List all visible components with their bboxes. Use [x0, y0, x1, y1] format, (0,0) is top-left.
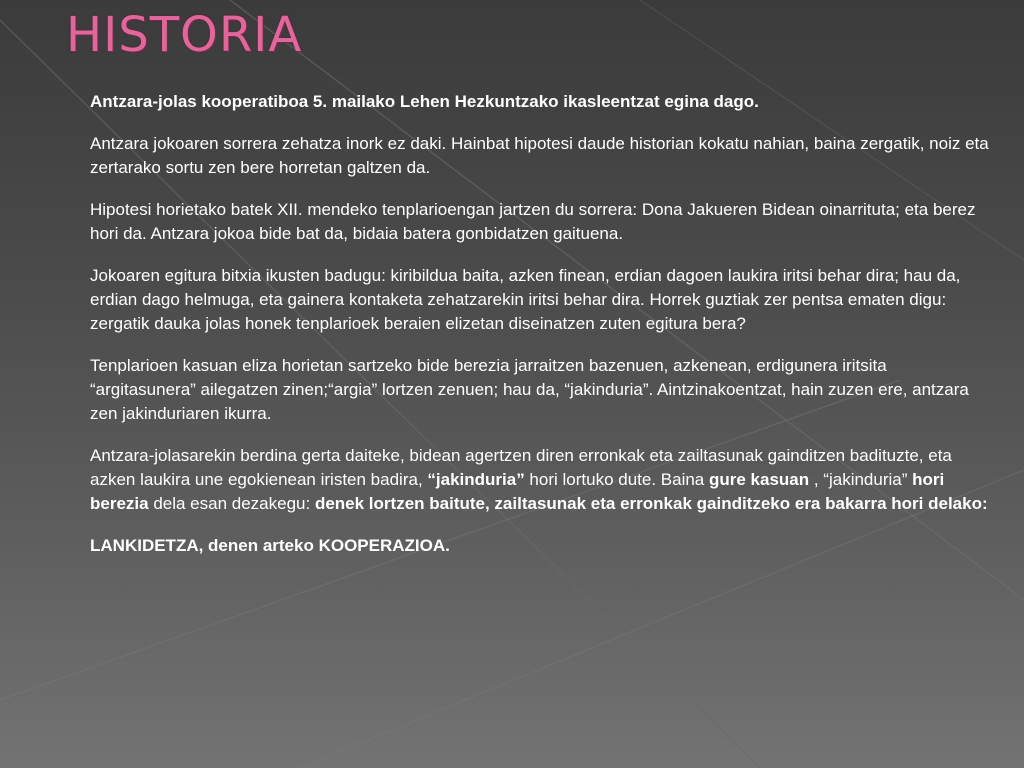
- paragraph-6-segment-7: dela esan dezakegu:: [148, 494, 315, 513]
- paragraph-5-text: Tenplarioen kasuan eliza horietan sartzeko bide berezia jarraitzen bazenuen, azkenean, erdigunera iritsita “argitasunera” ailegatzen zinen;“argia” lortzen zenuen; hau da, “jakinduria”. Aintzinakoentzat, hain zuzen ere, antzara zen jakinduriaren ikurra.: [90, 356, 969, 423]
- paragraph-4-text: Jokoaren egitura bitxia ikusten badugu: kiribildua baita, azken finean, erdian dagoen laukira iritsi behar dira; hau da, erdian dago helmuga, eta gainera kontaketa zehatzarekin iritsi behar dira. Horrek guztiak zer pentsa ematen digu: zergatik dauka jolas honek tenplarioek beraien elizetan diseinatzen zuten egitura bera?: [90, 266, 961, 333]
- paragraph-5: [90, 354, 990, 426]
- slide-title: HISTORIA: [66, 7, 303, 63]
- paragraph-7-text: LANKIDETZA, denen arteko KOOPERAZIOA.: [90, 536, 450, 555]
- paragraph-1-text: Antzara-jolas kooperatiboa 5. mailako Lehen Hezkuntzako ikasleentzat egina dago.: [90, 92, 759, 111]
- paragraph-6-segment-4: gure kasuan: [708, 470, 810, 489]
- paragraph-2: [90, 132, 990, 180]
- paragraph-6-segment-8: denek lortzen baitute, zailtasunak eta erronkak gainditzeko era bakarra hori delako:: [314, 494, 988, 513]
- slide-body: [90, 90, 990, 576]
- paragraph-3-text: Hipotesi horietako batek XII. mendeko tenplarioengan jartzen du sorrera: Dona Jakueren Bidean oinarrituta; eta berez hori da. Antzara jokoa bide bat da, bidaia batera gonbidatzen gaituena.: [90, 200, 976, 243]
- paragraph-6-segment-2: “jakinduria”: [427, 470, 525, 489]
- paragraph-3: [90, 198, 990, 246]
- paragraph-7: [90, 534, 990, 558]
- paragraph-6: [90, 444, 990, 516]
- paragraph-4: [90, 264, 990, 336]
- paragraph-6-segment-1: Antzara-jolasarekin berdina gerta daiteke, bidean agertzen diren erronkak eta zailtasunak gainditzen badituzte, eta azken laukira une egokienean iristen badira,: [90, 446, 952, 489]
- paragraph-6-segment-3: hori lortuko dute. Baina: [524, 470, 709, 489]
- paragraph-1: [90, 90, 990, 114]
- paragraph-6-segment-6: hori berezia: [90, 470, 945, 513]
- paragraph-2-text: Antzara jokoaren sorrera zehatza inork ez daki. Hainbat hipotesi daude historian kokatu nahian, baina zergatik, noiz eta zertarako sortu zen bere horretan galtzen da.: [90, 134, 989, 177]
- paragraph-6-segment-5: , “jakinduria”: [809, 470, 913, 489]
